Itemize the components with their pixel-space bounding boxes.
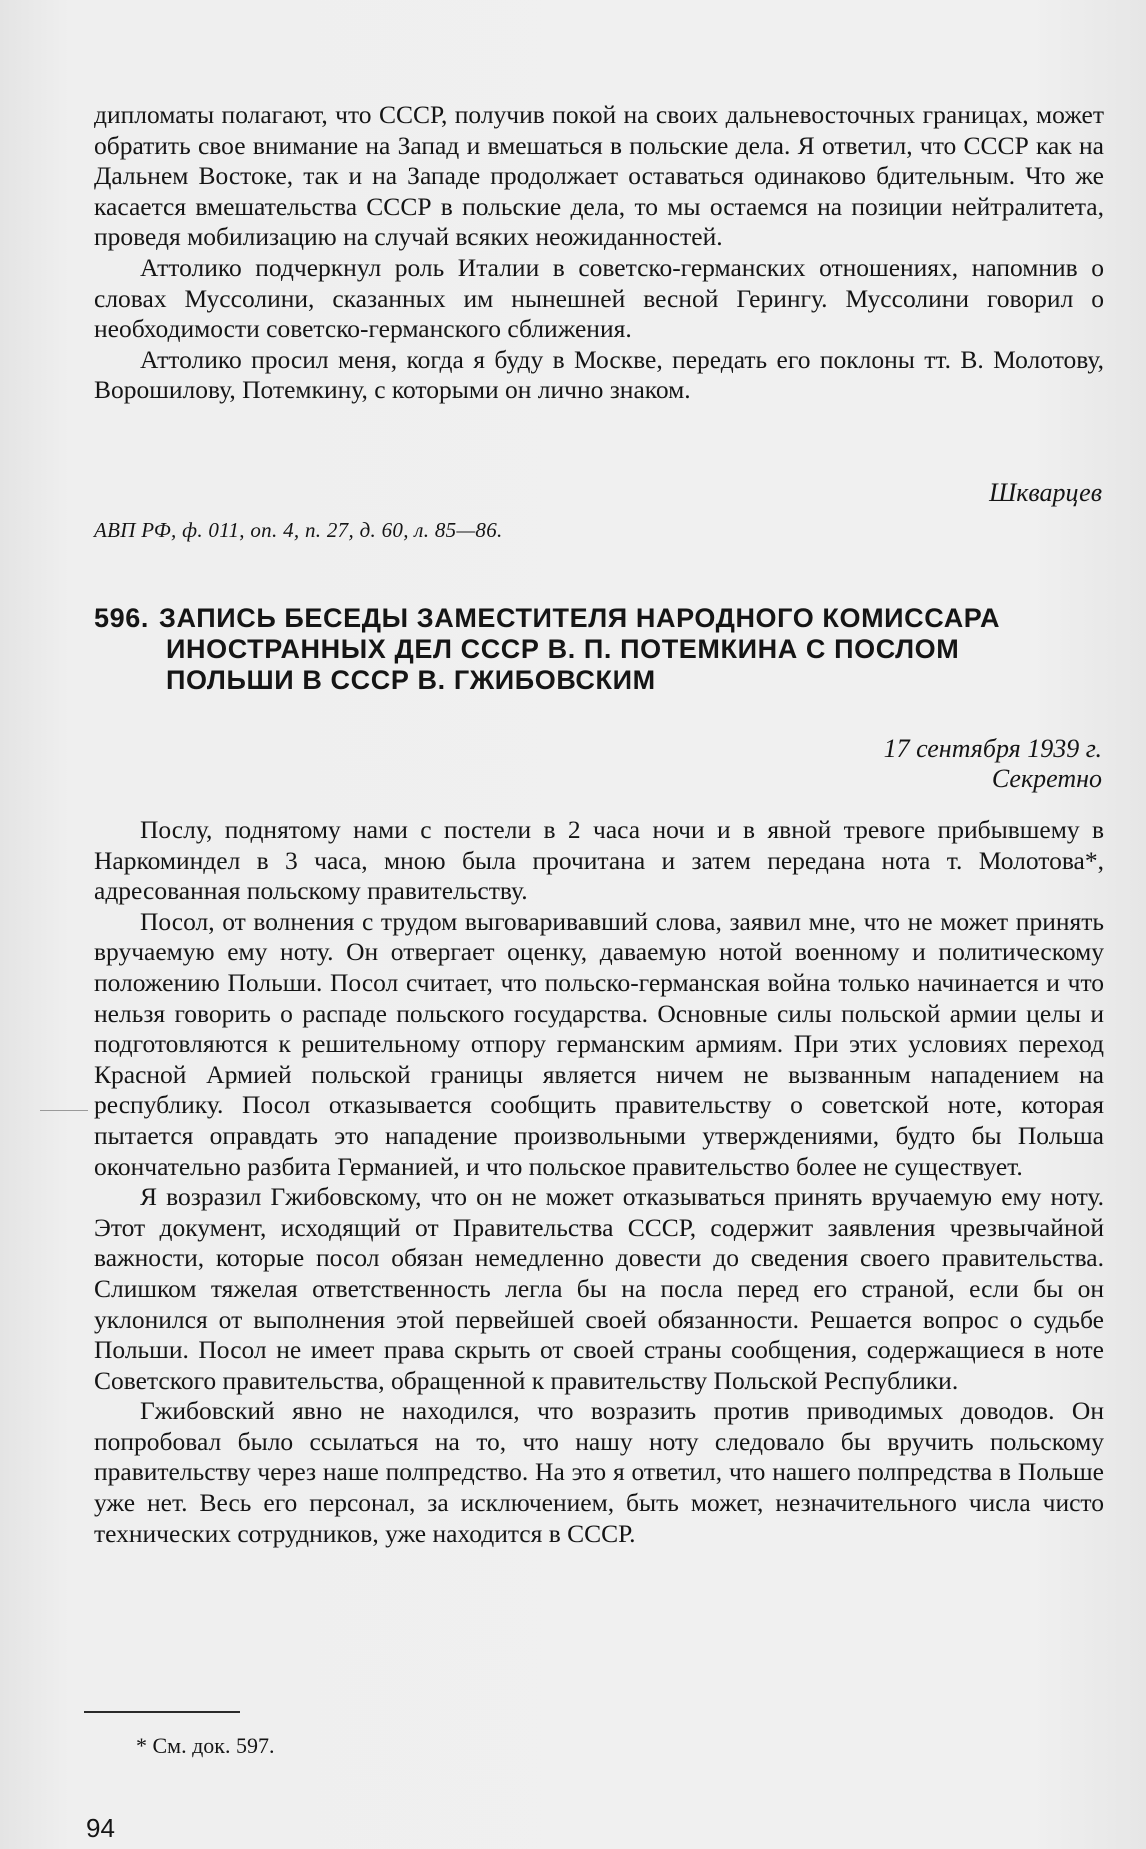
paragraph: Я возразил Гжибовскому, что он не может отказываться принять вручаемую ему ноту. Этот документ, исходящий от Правительства СССР, содержит заявления чрезвычайной важности, которые посол обязан немедленно довести до сведения своего правительства. Слишком тяжелая ответственность легла бы на посла перед его страной, если бы он уклонился от выполнения этой первейшей своей обязанности. Решается вопрос о судьбе Польши. Посол не имеет права скрыть от своей страны сообщения, содержащиеся в ноте Советского правительства, обращенной к правительству Польской Республики. [94, 1182, 1104, 1395]
archive-reference: АВП РФ, ф. 011, оп. 4, п. 27, д. 60, л. 85—86. [94, 518, 503, 542]
document-date: 17 сентября 1939 г. [883, 734, 1102, 763]
document-number: 596. [94, 603, 149, 633]
heading-title-line: ЗАПИСЬ БЕСЕДЫ ЗАМЕСТИТЕЛЯ НАРОДНОГО КОМИССАРА [158, 603, 1001, 633]
document-classification: Секретно [991, 764, 1102, 793]
paragraph: дипломаты полагают, что СССР, получив покой на своих дальневосточных границах, может обратить свое внимание на Запад и вмешаться в польские дела. Я ответил, что СССР как на Дальнем Востоке, так и на Западе продолжает оставаться одинаково бдительным. Что же касается вмешательства СССР в польские дела, то мы остаемся на позиции нейтралитета, проведя мобилизацию на случай всяких неожиданностей. [94, 100, 1104, 252]
document-body [94, 815, 1104, 1549]
margin-mark [40, 1110, 88, 1111]
paragraph: Аттолико просил меня, когда я буду в Москве, передать его поклоны тт. В. Молотову, Ворошилову, Потемкину, с которыми он лично знаком. [94, 344, 1104, 405]
heading-line-1 [94, 603, 1104, 634]
page-number: 94 [86, 1813, 115, 1843]
paragraph: Послу, поднятому нами с постели в 2 часа ночи и в явной тревоге прибывшему в Наркоминдел в 3 часа, мною была прочитана и затем передана нота т. Молотова*, адресованная польскому правительству. [94, 815, 1104, 906]
previous-document-text [94, 100, 1104, 406]
footnote: * См. док. 597. [136, 1733, 275, 1758]
footnote-divider [84, 1711, 240, 1713]
signature: Шкварцев [989, 478, 1102, 507]
heading-title-line: ПОЛЬШИ В СССР В. ГЖИБОВСКИМ [166, 665, 656, 695]
paragraph: Посол, от волнения с трудом выговаривавший слова, заявил мне, что не может принять вручаемую ему ноту. Он отвергает оценку, даваемую нотой военному и политическому положению Польши. Посол считает, что польско-германская война только начинается и что нельзя говорить о распаде польского государства. Основные силы польской армии целы и подготовляются к решительному отпору германским армиям. При этих условиях переход Красной Армией польской границы является ничем не вызванным нападением на республику. Посол отказывается сообщить правительству о советской ноте, которая пытается оправдать это нападение произвольными утверждениями, будто бы Польша окончательно разбита Германией, и что польское правительство более не существует. [94, 906, 1104, 1181]
document-heading [94, 603, 1104, 696]
paragraph: Гжибовский явно не находился, что возразить против приводимых доводов. Он попробовал было ссылаться на то, что нашу ноту следовало бы вручить польскому правительству через наше полпредство. На это я ответил, что нашего полпредства в Польше уже нет. Весь его персонал, за исключением, быть может, незначительного числа чисто технических сотрудников, уже находится в СССР. [94, 1396, 1104, 1548]
paragraph: Аттолико подчеркнул роль Италии в советско-германских отношениях, напомнив о словах Муссолини, сказанных им нынешней весной Герингу. Муссолини говорил о необходимости советско-германского сближения. [94, 252, 1104, 344]
heading-title-line: ИНОСТРАННЫХ ДЕЛ СССР В. П. ПОТЕМКИНА С ПОСЛОМ [166, 634, 960, 664]
